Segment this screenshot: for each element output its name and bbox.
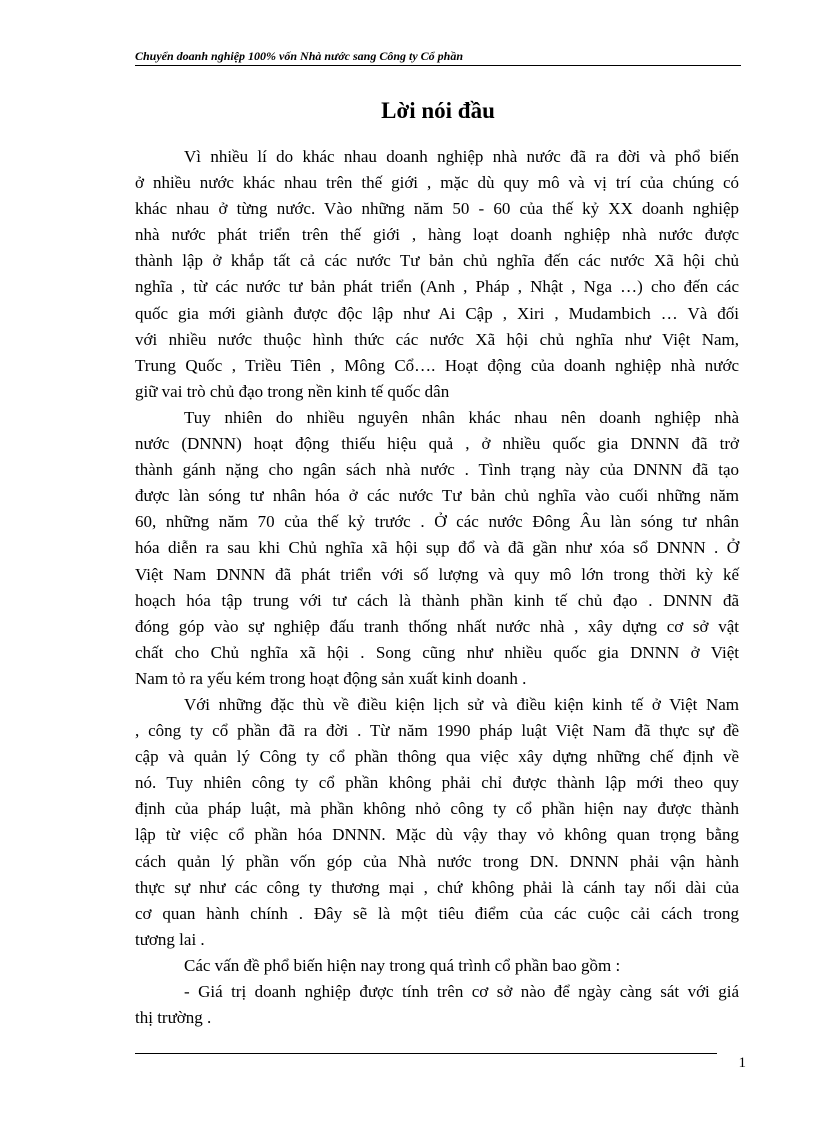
text-line: , công ty cổ phần đã ra đời . Từ năm 1990 pháp luật Việt Nam đã thực sự đề <box>135 721 739 741</box>
text-line: - Giá trị doanh nghiệp được tính trên cơ sở nào để ngày càng sát với giá <box>184 982 739 1001</box>
text-line: định của pháp luật, mà phần không nhỏ công ty cổ phần hiện nay được thành <box>135 799 739 819</box>
text-line: thị trường . <box>135 1008 212 1028</box>
text-line: thành lập ở khắp tất cả các nước Tư bản chủ nghĩa đến các nước Xã hội chủ <box>135 251 739 271</box>
text-line: nước (DNNN) hoạt động thiếu hiệu quả , ở nhiều quốc gia DNNN đã trở <box>135 434 739 454</box>
text-line: hoạch hóa tập trung với tư cách là thành phần kinh tế chủ đạo . DNNN đã <box>135 590 739 610</box>
text-line: Các vấn đề phổ biến hiện nay trong quá trình cổ phần bao gồm : <box>184 955 621 975</box>
text-line: nó. Tuy nhiên công ty cổ phần không phải chỉ được thành lập mới theo quy <box>135 773 739 793</box>
text-line: Nam tỏ ra yếu kém trong hoạt động sản xuất kinh doanh . <box>135 668 527 688</box>
footer-divider <box>135 1053 717 1054</box>
body-text <box>135 144 739 1031</box>
text-line: lập từ việc cổ phần hóa DNNN. Mặc dù vậy thay vỏ không quan trọng bằng <box>135 825 739 845</box>
text-line: khác nhau ở từng nước. Vào những năm 50 - 60 của thế kỷ XX doanh nghiệp <box>135 199 739 219</box>
text-line: hóa diễn ra sau khi Chủ nghĩa xã hội sụp đổ và đã gần như xóa sổ DNNN . Ở <box>135 538 739 558</box>
text-line: giữ vai trò chủ đạo trong nền kinh tế quốc dân <box>135 381 450 401</box>
page-number: 1 <box>738 1055 746 1071</box>
text-line: được làn sóng tư nhân hóa ở các nước Tư bản chủ nghĩa vào cuối những năm <box>135 486 739 506</box>
text-line: Tuy nhiên do nhiều nguyên nhân khác nhau nên doanh nghiệp nhà <box>184 407 739 427</box>
running-header: Chuyển doanh nghiệp 100% vốn Nhà nước sang Công ty Cổ phần <box>135 49 464 63</box>
text-line: cơ quan hành chính . Đây sẽ là một tiêu điểm của các cuộc cải cách trong <box>135 903 739 923</box>
text-line: 60, những năm 70 của thế kỷ trước . Ở các nước Đông Âu làn sóng tư nhân <box>135 512 739 532</box>
text-line: chất cho Chủ nghĩa xã hội . Song cũng như nhiều quốc gia DNNN ở Việt <box>135 642 739 662</box>
text-line: Trung Quốc , Triều Tiên , Mông Cổ…. Hoạt động của doanh nghiệp nhà nước <box>135 355 739 375</box>
text-line: thực sự như các công ty thương mại , chứ không phải là cánh tay nối dài của <box>135 877 739 897</box>
text-line: quốc gia mới giành được độc lập như Ai Cập , Xiri , Mudambich … Và đối <box>135 303 739 323</box>
page-title: Lời nói đầu <box>381 98 495 123</box>
text-line: với nhiều nước thuộc hình thức các nước Xã hội chủ nghĩa như Việt Nam, <box>135 329 739 349</box>
text-line: cập và quản lý Công ty cổ phần thông qua việc xây dựng những chế định về <box>135 747 739 767</box>
text-line: tương lai . <box>135 929 205 949</box>
text-line: nghĩa , từ các nước tư bản phát triển (Anh , Pháp , Nhật , Nga …) cho đến các <box>135 277 739 297</box>
text-line: cách quản lý phần vốn góp của Nhà nước trong DN. DNNN phải vận hành <box>135 851 739 871</box>
text-line: Việt Nam DNNN đã phát triển với số lượng và quy mô lớn trong thời kỳ kế <box>135 564 739 584</box>
text-line: đóng góp vào sự nghiệp đấu tranh thống nhất nước nhà , xây dựng cơ sở vật <box>135 616 739 636</box>
text-line: Vì nhiều lí do khác nhau doanh nghiệp nhà nước đã ra đời và phổ biến <box>184 147 739 166</box>
text-line: ở nhiều nước khác nhau trên thế giới , mặc dù quy mô và vị trí của chúng có <box>135 173 739 193</box>
header-divider <box>135 65 741 66</box>
text-line: nhà nước phát triển trên thế giới , hàng loạt doanh nghiệp nhà nước được <box>135 225 739 245</box>
text-line: thành gánh nặng cho ngân sách nhà nước . Tình trạng này của DNNN đã tạo <box>135 460 739 480</box>
text-line: Với những đặc thù về điều kiện lịch sử và điều kiện kinh tế ở Việt Nam <box>184 694 739 714</box>
